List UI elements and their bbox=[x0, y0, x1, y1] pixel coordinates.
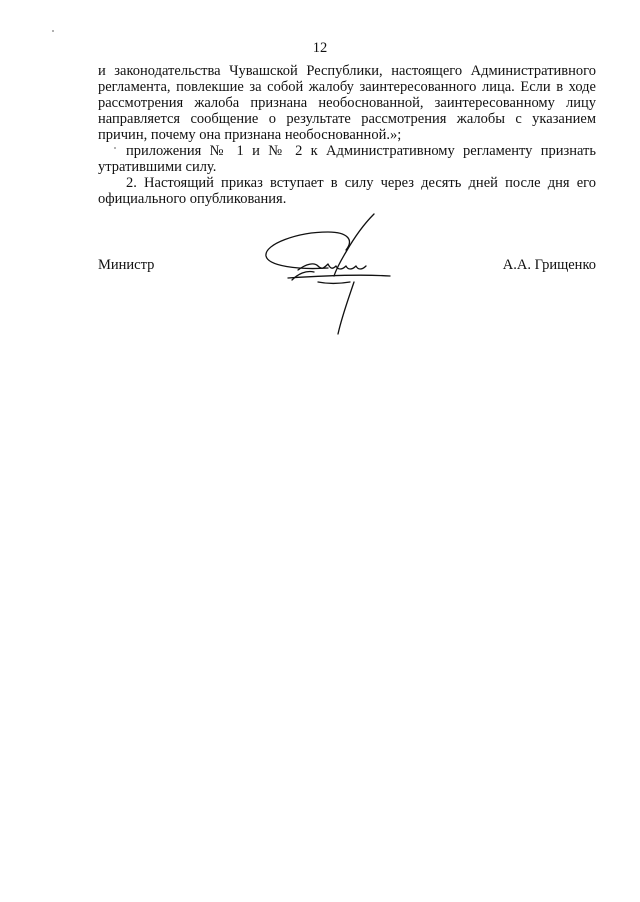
paragraph-annexes-void bbox=[98, 143, 596, 175]
page-number: 12 bbox=[312, 40, 328, 56]
paragraph-effective-date bbox=[98, 175, 596, 207]
signer-name: А.А. Грищенко bbox=[502, 257, 596, 273]
paragraph-text: приложения № 1 и № 2 к Административному регламенту признать утратившими силу. bbox=[98, 143, 596, 175]
paragraph-text: 2. Настоящий приказ вступает в силу через десять дней после дня его официального опубликования. bbox=[98, 175, 596, 207]
handwritten-signature bbox=[258, 208, 398, 340]
scan-speck bbox=[114, 147, 116, 149]
paragraph-text: и законодательства Чувашской Республики, настоящего Административного регламента, повлекшие за собой жалобу заинтересованного лица. Если в ходе рассмотрения жалоба признана необоснованной, заинтересованному лицу направляется сообщение о результате рассмотрения жалобы с указанием причин, почему она признана необоснованной.»; bbox=[98, 63, 596, 143]
paragraph-complaint-clause bbox=[98, 63, 596, 143]
signer-title: Министр bbox=[98, 257, 155, 273]
scan-speck bbox=[52, 30, 54, 32]
